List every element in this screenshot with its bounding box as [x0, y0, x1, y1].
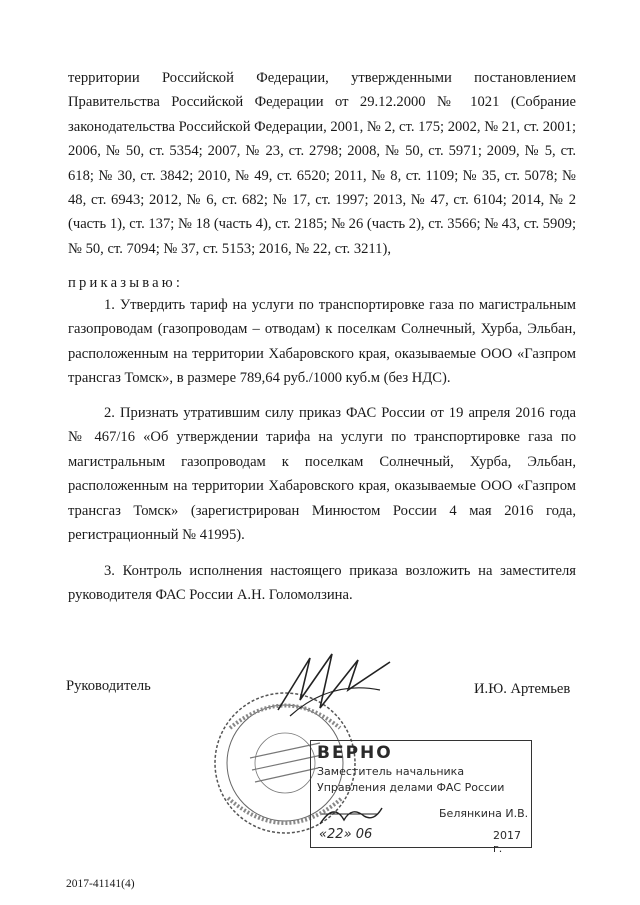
order-word: приказываю:: [68, 275, 184, 291]
certification-stamp: [310, 740, 532, 855]
stamp-date: «22» 06: [319, 827, 373, 842]
stamp-verno: ВЕРНО: [317, 743, 393, 763]
stamp-signer-name: Белянкина И.В.: [439, 807, 529, 820]
stamp-signature-icon: [316, 800, 386, 830]
paragraph-legal-basis: территории Российской Федерации, утвержденными постановлением Правительства Российской Федерации от 29.12.2000 № 1021 (Собрание законодательства Российской Федерации, 2001, № 2, ст. 175; 2002, № 21, ст. 2001; 2006, № 50, ст. 5354; 2007, № 23, ст. 2798; 2008, № 50, ст. 5971; 2009, № 5, ст. 618; № 30, ст. 3842; 2010, № 49, ст. 6520; 2011, № 8, ст. 1109; № 35, ст. 5078; № 48, ст. 6943; 2012, № 6, ст. 682; № 17, ст. 1997; 2013, № 47, ст. 6104; 2014, № 2 (часть 1), ст. 137; № 18 (часть 4), ст. 2185; № 26 (часть 2), ст. 3566; № 43, ст. 5909; № 50, ст. 7094; № 37, ст. 5153; 2016, № 22, ст. 3211),: [68, 70, 576, 257]
paragraph-item-2: 2. Признать утратившим силу приказ ФАС России от 19 апреля 2016 года № 467/16 «Об утверждении тарифа на услуги по транспортировке газа по магистральным газопроводам к поселкам Солнечный, Хурба, Эльбан, расположенным на территории Хабаровского края, оказываемые ООО «Газпром трансгаз Томск» (зарегистрирован Минюстом России 4 мая 2016 года, регистрационный № 41995).: [68, 405, 576, 544]
handwritten-signature-icon: [270, 650, 400, 720]
paragraph-item-1: 1. Утвердить тариф на услуги по транспортировке газа по магистральным газопроводам (газопроводам – отводам) к поселкам Солнечный, Хурба, Эльбан, расположенным на территории Хабаровского края, оказываемые ООО «Газпром трансгаз Томск», в размере 789,64 руб./1000 куб.м (без НДС).: [68, 297, 576, 387]
signatory-title: Руководитель: [66, 678, 151, 694]
signatory-name: И.Ю. Артемьев: [474, 681, 571, 697]
stamp-department: Управления делами ФАС России: [317, 781, 505, 794]
paragraph-item-3: 3. Контроль исполнения настоящего приказа возложить на заместителя руководителя ФАС России А.Н. Голомолзина.: [68, 563, 576, 604]
stamp-position: Заместитель начальника: [317, 765, 465, 778]
document-number: 2017-41141(4): [66, 878, 135, 890]
stamp-year: 2017 г.: [493, 829, 521, 855]
